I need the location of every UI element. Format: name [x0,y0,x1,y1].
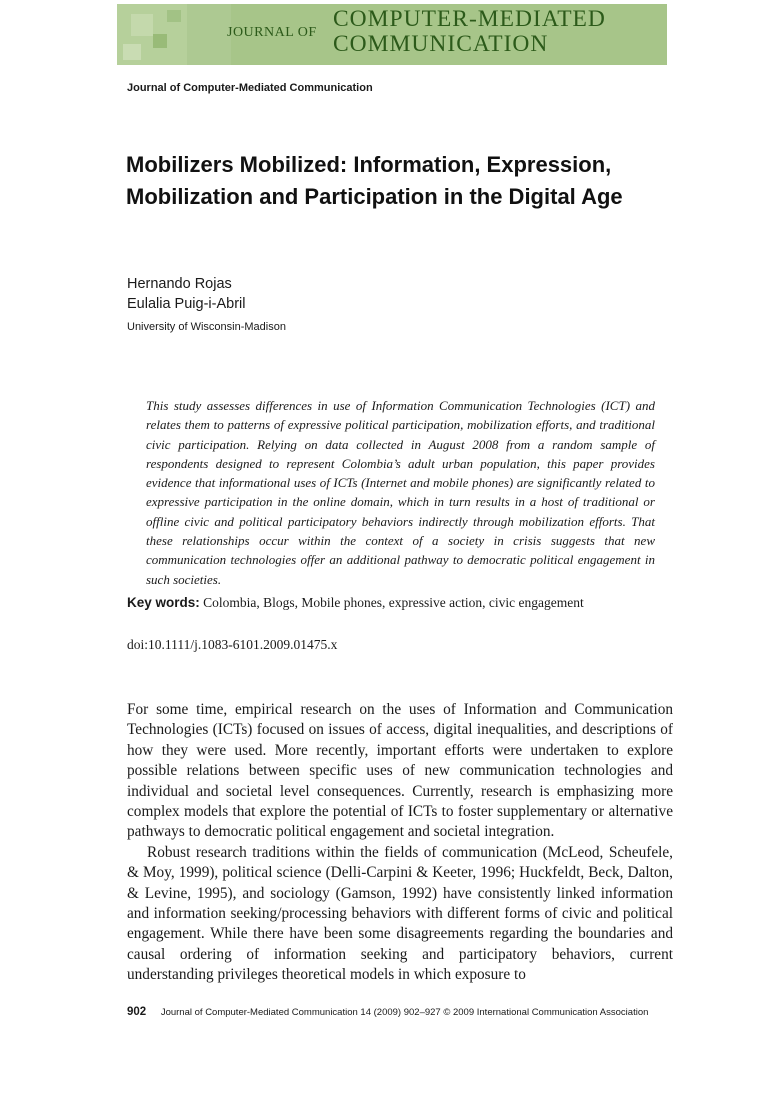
author-list [127,274,245,314]
banner-decoration [187,4,231,65]
author-name: Eulalia Puig-i-Abril [127,296,246,312]
banner-prefix: JOURNAL OF [227,25,317,40]
abstract: This study assesses differences in use of Information Communication Technologies (ICT) and relates them to patterns of expressive political participation, mobilization efforts, and traditional civic participation. Relying on data collected in August 2008 from a random sample of respondents designed to represent Colombia’s adult urban population, this paper provides evidence that informational uses of ICTs (Internet and mobile phones) are significantly related to expressive participation in the online domain, which in turn results in a host of traditional or offline civic and political participatory behaviors indirectly through mobilization efforts. That these relationships occur within the context of a society in crisis suggests that new communication technologies offer an additional pathway to democratic political engagement in such societies. [146,398,655,587]
banner-decoration [123,44,141,60]
banner-title-line2: COMMUNICATION [333,31,549,57]
page-footer [127,1006,648,1018]
banner-decoration [131,14,153,36]
keywords-list: Colombia, Blogs, Mobile phones, expressive action, civic engagement [203,595,584,610]
author-name: Hernando Rojas [127,276,232,292]
keywords [127,595,584,611]
author-affiliation: University of Wisconsin-Madison [127,321,286,333]
banner-title [333,7,606,57]
article-body [127,700,673,986]
running-head: Journal of Computer-Mediated Communication [127,82,373,94]
article-title: Mobilizers Mobilized: Information, Expression, Mobilization and Participation in the Digital Age [126,152,623,209]
page-number: 902 [127,1006,147,1018]
footer-citation: Journal of Computer-Mediated Communication 14 (2009) 902–927 © 2009 International Communication Association [160,1007,649,1018]
journal-masthead [117,4,667,65]
banner-decoration [167,10,181,22]
banner-title-line1: COMPUTER-MEDIATED [333,6,606,32]
banner-decoration [153,34,167,48]
body-paragraph: Robust research traditions within the fields of communication (McLeod, Scheufele, & Moy, 1999), political science (Delli-Carpini & Keeter, 1996; Huckfeldt, Beck, Dalton, & Levine, 1995), and sociology (Gamson, 1992) have consistently linked information and information seeking/processing behaviors with different forms of civic and political engagement. While there have been some disagreements regarding the boundaries and causal ordering of information seeking and participatory behaviors, current understanding privileges theoretical models in which exposure to [127,843,673,984]
keywords-label: Key words: [127,595,200,610]
doi: doi:10.1111/j.1083-6101.2009.01475.x [127,637,338,652]
body-paragraph: For some time, empirical research on the uses of Information and Communication Technologies (ICTs) focused on issues of access, digital inequalities, and descriptions of how they were used. More recently, important efforts were undertaken to explore possible relations between specific uses of new communication technologies and individual and societal level consequences. Currently, research is emphasizing more complex models that explore the potential of ICTs to foster supplementary or alternative pathways to democratic political engagement and societal integration. [127,701,673,841]
